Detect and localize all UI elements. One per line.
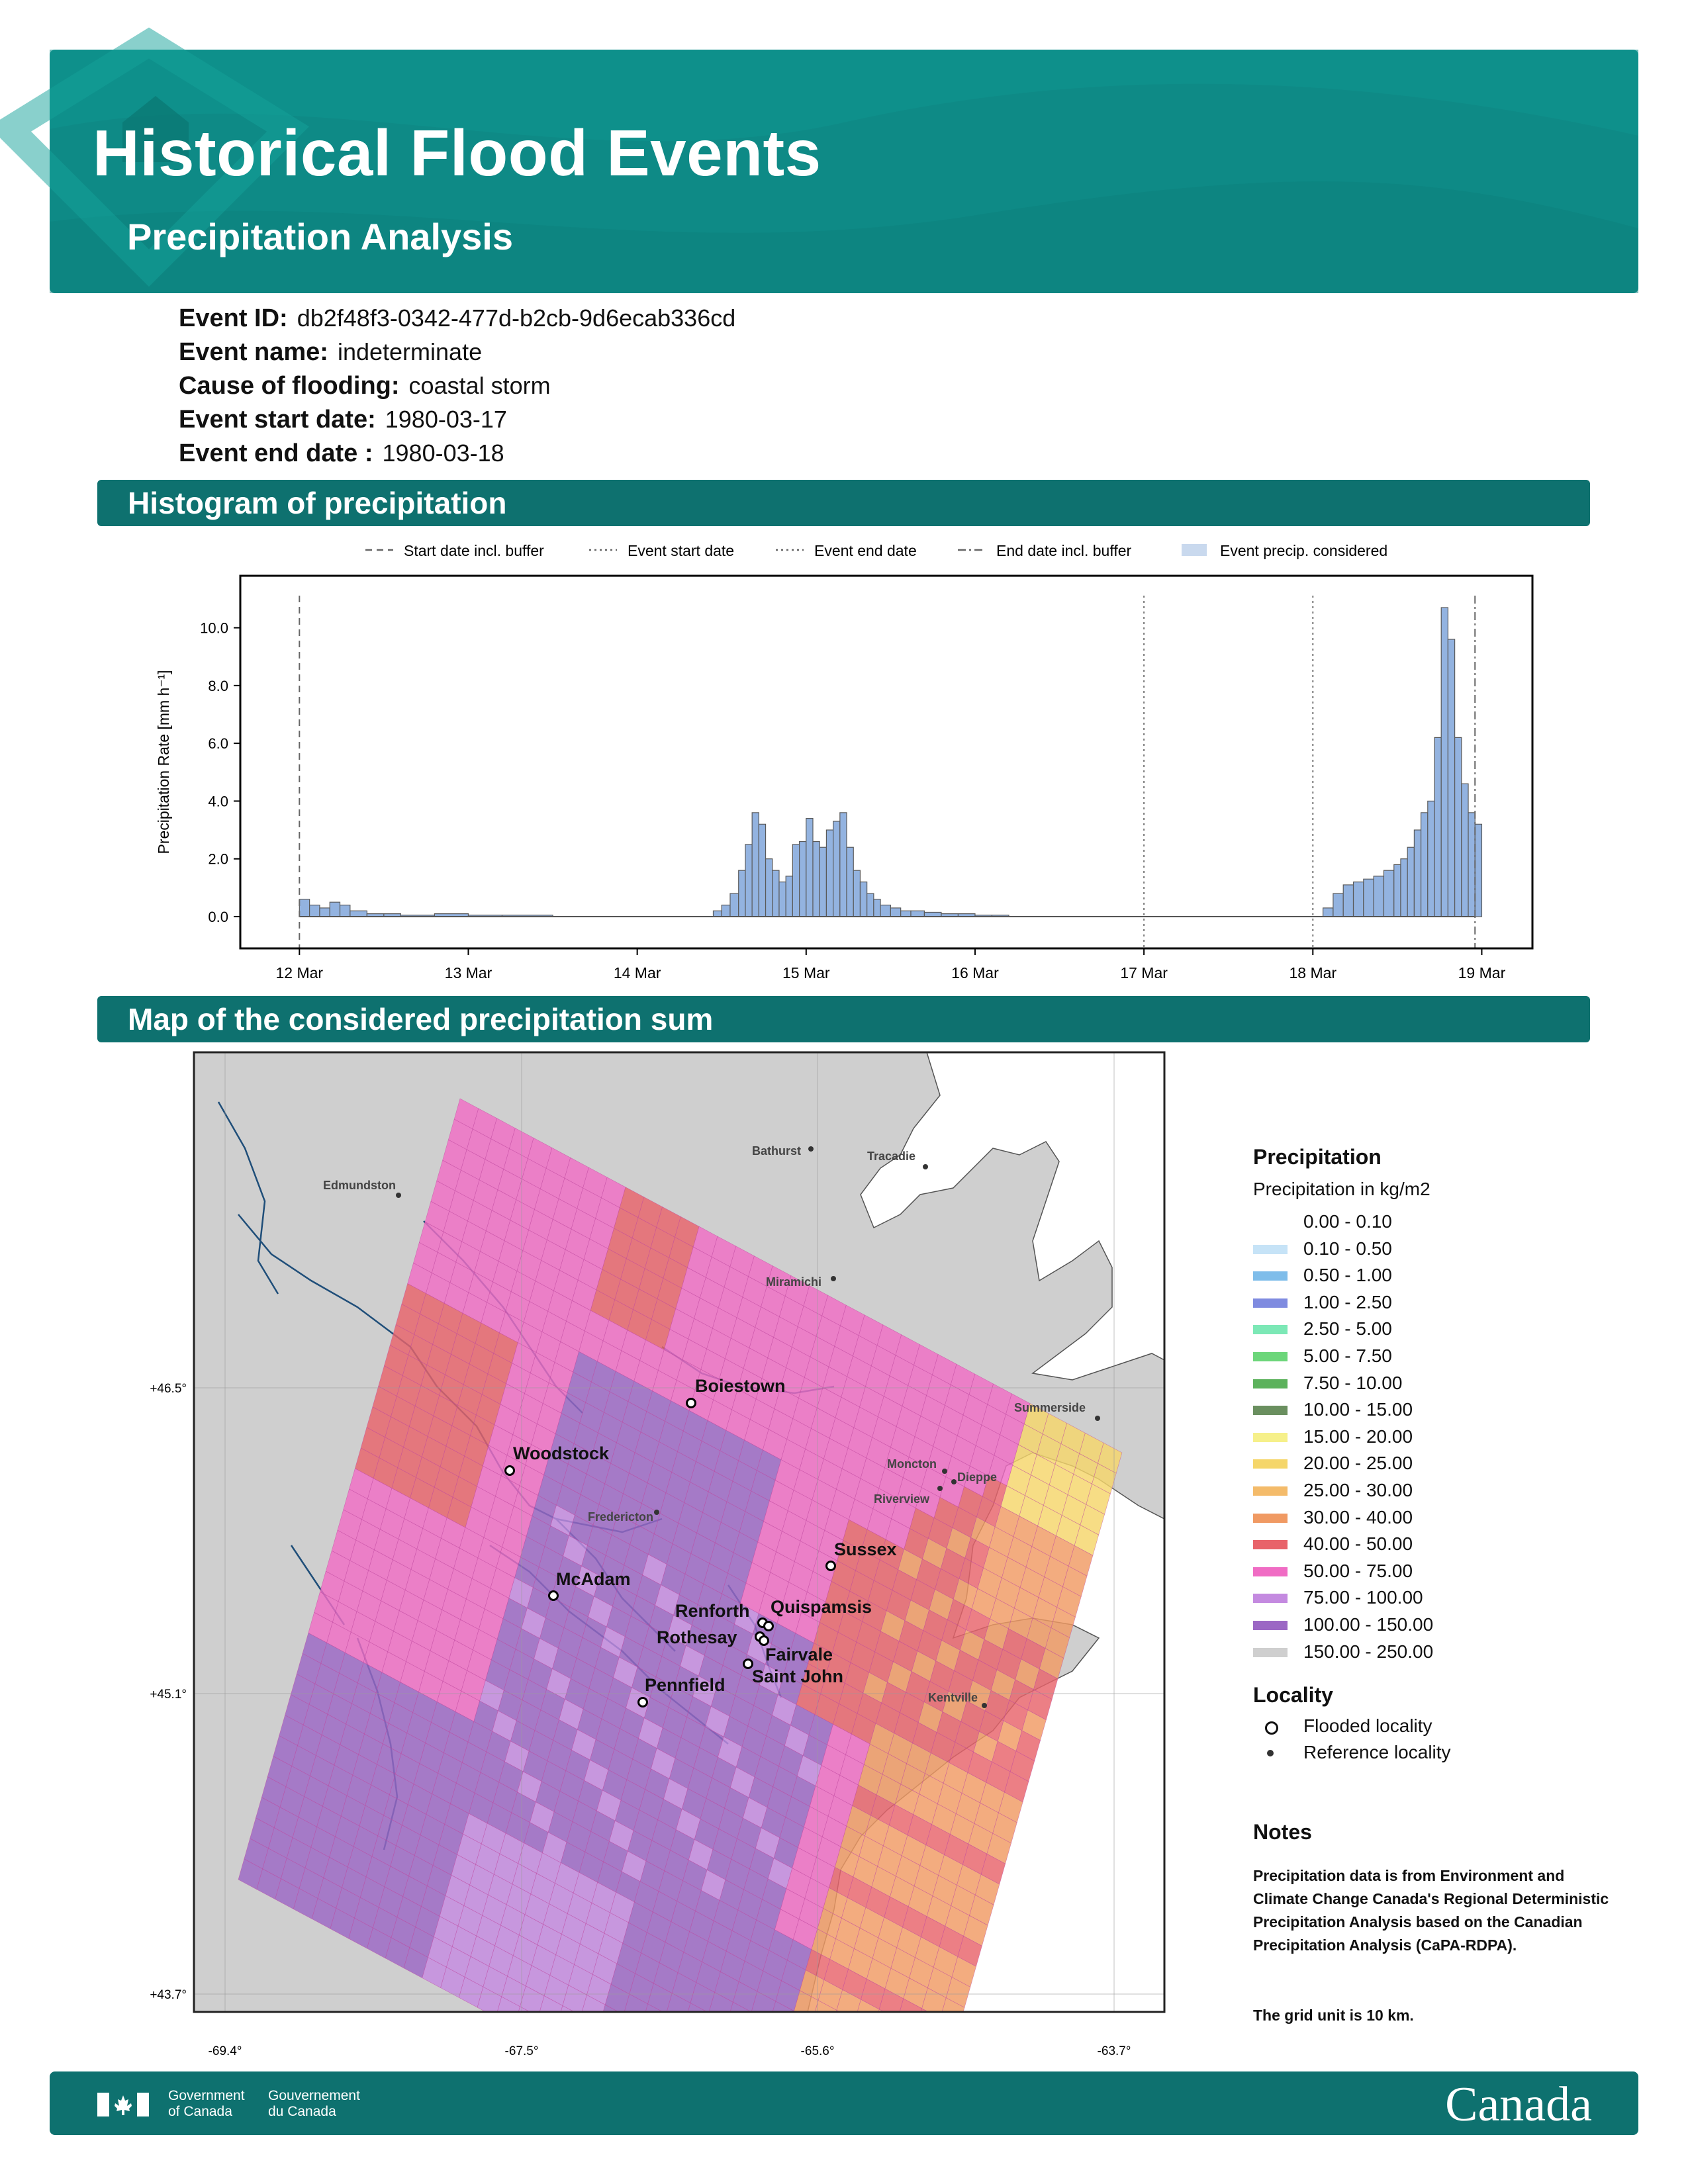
start-date-row <box>179 406 507 434</box>
precipitation-map <box>150 1042 1192 2068</box>
precip-bar <box>1468 813 1475 917</box>
precip-grid-cell <box>618 2015 642 2045</box>
precip-bar <box>1455 737 1462 917</box>
reference-locality-marker <box>654 1510 659 1515</box>
flooded-locality-label: McAdam <box>556 1569 631 1589</box>
legend-color-swatch <box>1253 1298 1288 1308</box>
precip-grid-cell <box>881 2132 906 2162</box>
precip-grid-cell <box>679 2024 703 2054</box>
x-tick-label: 12 Mar <box>275 964 324 981</box>
legend-entry <box>365 542 544 559</box>
legend-class-label: 0.10 - 0.50 <box>1303 1238 1392 1259</box>
precip-grid-cell <box>612 2035 636 2066</box>
precip-grid-cell <box>839 2132 863 2163</box>
precip-grid-cell <box>827 2174 851 2184</box>
precip-bar <box>806 819 813 917</box>
longitude-label: -63.7° <box>1097 2044 1131 2058</box>
flooded-locality-label: Pennfield <box>645 1675 726 1695</box>
precip-bar <box>320 908 330 917</box>
x-tick-label: 13 Mar <box>444 964 492 981</box>
precip-bar <box>340 905 350 917</box>
precip-grid-cell <box>900 2142 924 2172</box>
y-tick-label: 4.0 <box>208 793 228 810</box>
precip-grid-cell <box>745 2012 770 2042</box>
legend-color-swatch <box>1253 1325 1288 1334</box>
flooded-locality-label: Woodstock <box>513 1443 610 1463</box>
precip-bar <box>826 830 833 917</box>
legend-class-label: 150.00 - 250.00 <box>1303 1641 1434 1662</box>
precip-grid-cell <box>796 2134 820 2164</box>
precip-bar <box>739 870 745 917</box>
plot-frame <box>240 576 1532 948</box>
legend-color-swatch <box>1253 1218 1288 1227</box>
flooded-locality-label: Fairvale <box>765 1645 833 1664</box>
precip-bar <box>1401 859 1407 917</box>
precip-grid-cell <box>886 2040 910 2070</box>
legend-entry <box>1182 542 1387 559</box>
precip-grid-cell <box>740 2032 765 2063</box>
reference-locality-marker <box>831 1276 836 1281</box>
locality-legend-title: Locality <box>1253 1683 1333 1707</box>
precip-bar <box>901 911 911 917</box>
flooded-locality-marker <box>687 1399 696 1408</box>
precip-grid-cell <box>636 2025 661 2055</box>
precip-bar <box>1333 893 1343 917</box>
cause-value: coastal storm <box>408 372 551 399</box>
notes-data-source: Precipitation data is from Environment and Climate Change Canada's Regional Deterministic Precipitation Analysis based on the Canadian Precipitation Analysis (CaPA-RDPA). <box>1253 1867 1609 1954</box>
precip-bar <box>779 882 786 917</box>
precip-grid-cell <box>875 2152 900 2183</box>
flooded-locality-marker <box>760 1637 769 1645</box>
histogram-section-title: Histogram of precipitation <box>128 486 507 520</box>
precip-grid-cell <box>575 2015 600 2046</box>
map-section-title: Map of the considered precipitation sum <box>128 1002 714 1036</box>
precip-bar <box>745 844 752 917</box>
precip-bar <box>752 813 759 917</box>
precip-bar <box>840 813 847 917</box>
cause-row <box>179 372 551 400</box>
precip-bar <box>1434 737 1441 917</box>
precip-bar <box>911 911 924 917</box>
legend-entry <box>589 542 734 559</box>
legend-class-label: 0.00 - 0.10 <box>1303 1211 1392 1232</box>
precip-grid-cell <box>703 2013 727 2043</box>
end-date-label: Event end date : <box>179 439 373 467</box>
precip-grid-cell <box>833 2154 857 2184</box>
legend-color-swatch <box>1253 1271 1288 1281</box>
precip-bar <box>1374 876 1383 917</box>
event-name-row <box>179 338 482 367</box>
precip-bar <box>730 893 739 917</box>
legend-color-swatch <box>1253 1486 1288 1496</box>
legend-class-label: 5.00 - 7.50 <box>1303 1345 1392 1366</box>
legend-class-label: 1.00 - 2.50 <box>1303 1291 1392 1312</box>
page-subtitle: Precipitation Analysis <box>127 216 513 257</box>
precip-bar <box>759 824 765 917</box>
flooded-locality-label: Flooded locality <box>1303 1715 1432 1736</box>
precip-bar <box>350 911 367 917</box>
notes-grid-unit: The grid unit is 10 km. <box>1253 2007 1414 2024</box>
y-axis-label: Precipitation Rate [mm h⁻¹] <box>155 670 172 854</box>
precip-grid-cell <box>753 2134 778 2165</box>
end-date-value: 1980-03-18 <box>382 439 504 467</box>
flooded-locality-label: Renforth <box>675 1601 750 1621</box>
legend-class-label: 15.00 - 20.00 <box>1303 1426 1413 1447</box>
reference-locality-label: Bathurst <box>752 1144 802 1158</box>
flooded-locality-marker <box>744 1660 753 1668</box>
flooded-locality-marker <box>506 1467 514 1475</box>
precip-grid-cell <box>910 2029 935 2060</box>
legend-color-swatch <box>1253 1567 1288 1576</box>
precip-bar <box>792 844 799 917</box>
legend-label: Start date incl. buffer <box>404 542 544 559</box>
precip-bar <box>874 899 880 917</box>
precip-grid-cell <box>551 2026 575 2057</box>
legend-color-swatch <box>1253 1245 1288 1254</box>
x-tick-label: 15 Mar <box>782 964 830 981</box>
flooded-locality-marker <box>827 1562 835 1570</box>
precip-grid-cell <box>655 2034 679 2065</box>
precip-bar <box>1383 870 1393 917</box>
precip-bar <box>1414 830 1421 917</box>
end-date-row <box>179 439 504 468</box>
longitude-label: -69.4° <box>208 2044 242 2058</box>
reference-locality-label: Edmundston <box>323 1179 396 1192</box>
flooded-locality-label: Saint John <box>752 1666 844 1686</box>
legend-class-label: 10.00 - 15.00 <box>1303 1399 1413 1420</box>
event-id-label: Event ID: <box>179 304 288 332</box>
reference-locality-label: Miramichi <box>766 1275 822 1289</box>
precip-grid-cell <box>697 2034 722 2064</box>
reference-locality-marker <box>923 1164 928 1169</box>
legend-fill-swatch <box>1182 544 1207 556</box>
precip-bar <box>867 893 874 917</box>
reference-locality-label: Riverview <box>874 1492 930 1506</box>
event-name-value: indeterminate <box>337 338 483 365</box>
flooded-locality-label: Boiestown <box>695 1376 786 1396</box>
legend-class-label: 100.00 - 150.00 <box>1303 1614 1434 1635</box>
legend-color-swatch <box>1253 1540 1288 1549</box>
precip-bar <box>766 859 773 917</box>
page-header <box>50 50 1638 293</box>
gov-en-line-2: of Canada <box>168 2104 232 2119</box>
y-tick-label: 6.0 <box>208 735 228 752</box>
legend-label: Event end date <box>814 542 917 559</box>
legend-color-swatch <box>1253 1433 1288 1442</box>
precip-bar <box>1394 864 1401 917</box>
reference-locality-marker <box>982 1703 987 1708</box>
reference-locality-label: Tracadie <box>867 1150 916 1163</box>
precip-grid-cell <box>857 2142 881 2173</box>
precip-bar <box>847 847 853 917</box>
reference-locality-label: Reference locality <box>1303 1742 1451 1762</box>
precip-grid-cell <box>569 2036 594 2066</box>
precip-bar <box>813 842 820 917</box>
reference-locality-marker <box>942 1469 947 1474</box>
precip-bar <box>299 899 309 917</box>
precip-grid-cell <box>764 2022 788 2052</box>
precip-bar <box>722 905 730 917</box>
precip-grid-cell <box>869 2173 894 2184</box>
reference-locality-symbol <box>1267 1750 1274 1756</box>
notes-title: Notes <box>1253 1820 1312 1844</box>
reference-locality-label: Moncton <box>887 1457 937 1471</box>
precip-bar <box>1448 639 1454 917</box>
reference-locality-marker <box>396 1193 401 1198</box>
precip-grid-cell <box>594 2025 618 2056</box>
legend-color-swatch <box>1253 1648 1288 1657</box>
legend-class-label: 7.50 - 10.00 <box>1303 1372 1403 1393</box>
flooded-locality-marker <box>549 1592 558 1600</box>
reference-locality-marker <box>1095 1416 1100 1421</box>
precip-grid-cell <box>630 2045 655 2075</box>
precip-bar <box>1462 784 1468 917</box>
precip-grid-cell <box>849 2020 874 2050</box>
legend-class-label: 50.00 - 75.00 <box>1303 1560 1413 1581</box>
precip-grid-cell <box>532 2017 557 2047</box>
start-date-value: 1980-03-17 <box>385 406 507 433</box>
precip-bar <box>1343 885 1353 917</box>
x-tick-label: 17 Mar <box>1120 964 1168 981</box>
legend-class-label: 30.00 - 40.00 <box>1303 1506 1413 1527</box>
canada-flag-icon <box>97 2091 150 2118</box>
flooded-locality-marker <box>765 1622 773 1631</box>
legend-label: Event precip. considered <box>1220 542 1388 559</box>
precip-grid-cell <box>758 2042 782 2073</box>
precip-grid-cell <box>661 2014 685 2044</box>
reference-locality-marker <box>951 1479 957 1484</box>
x-tick-label: 16 Mar <box>951 964 999 981</box>
histogram-section-bar <box>97 480 1590 526</box>
precip-grid-cell <box>808 2164 833 2184</box>
precip-grid-cell <box>772 2144 796 2175</box>
precip-bar <box>1428 801 1434 917</box>
legend-subtitle: Precipitation in kg/m2 <box>1253 1179 1430 1199</box>
latitude-label: +45.1° <box>150 1688 187 1702</box>
precip-bar <box>1354 882 1364 917</box>
precip-bar <box>890 908 900 917</box>
precip-bar <box>880 905 890 917</box>
precip-bar <box>1441 608 1448 917</box>
precip-bar <box>1364 879 1374 917</box>
page-title: Historical Flood Events <box>93 116 821 189</box>
x-tick-label: 19 Mar <box>1458 964 1506 981</box>
precip-bar <box>1407 847 1414 917</box>
flooded-locality-symbol <box>1265 1721 1278 1735</box>
precip-bar <box>773 870 779 917</box>
legend-class-label: 20.00 - 25.00 <box>1303 1453 1413 1474</box>
precip-grid-cell <box>788 2011 813 2042</box>
longitude-label: -65.6° <box>800 2044 835 2058</box>
precip-grid-cell <box>873 2009 898 2040</box>
legend-label: Event start date <box>628 542 735 559</box>
precip-grid-cell <box>935 2019 959 2049</box>
precip-bar <box>1475 824 1481 917</box>
precip-grid-cell <box>843 2040 868 2071</box>
legend-entry <box>776 542 917 559</box>
legend-entry <box>958 542 1131 559</box>
start-date-label: Event start date: <box>179 406 376 433</box>
precip-bar <box>820 847 826 917</box>
legend-class-label: 25.00 - 30.00 <box>1303 1480 1413 1500</box>
reference-locality-label: Kentville <box>928 1691 978 1704</box>
precip-bar <box>786 876 792 917</box>
precip-bar <box>853 870 860 917</box>
precipitation-histogram <box>132 533 1556 996</box>
precip-bar <box>800 842 806 917</box>
precip-grid-cell <box>831 2010 855 2040</box>
legend-title: Precipitation <box>1253 1145 1382 1169</box>
precip-grid-cell <box>790 2154 814 2184</box>
precip-grid-cell <box>929 2039 953 2070</box>
flooded-locality-label: Rothesay <box>657 1627 737 1647</box>
legend-class-label: 40.00 - 50.00 <box>1303 1533 1413 1555</box>
precip-grid-cell <box>894 2162 918 2184</box>
precip-grid-cell <box>722 2023 746 2053</box>
y-tick-label: 2.0 <box>208 850 228 868</box>
flooded-locality-marker <box>639 1698 647 1707</box>
flooded-locality-label: Sussex <box>834 1539 897 1559</box>
reference-locality-label: Summerside <box>1014 1401 1086 1414</box>
precip-grid-cell <box>814 2144 839 2174</box>
precip-grid-cell <box>868 2030 892 2060</box>
precip-bar <box>1323 908 1333 917</box>
legend-color-swatch <box>1253 1594 1288 1603</box>
legend-class-label: 2.50 - 5.00 <box>1303 1318 1392 1340</box>
longitude-label: -67.5° <box>504 2044 539 2058</box>
flooded-locality-label: Quispamsis <box>771 1597 872 1617</box>
gov-en-line-1: Government <box>168 2088 245 2103</box>
legend-color-swatch <box>1253 1352 1288 1361</box>
precip-grid-cell <box>892 2019 916 2050</box>
map-section-bar <box>97 996 1590 1042</box>
legend-class-label: 0.50 - 1.00 <box>1303 1265 1392 1286</box>
latitude-label: +46.5° <box>150 1382 187 1396</box>
canada-wordmark: Canada <box>1445 2077 1592 2132</box>
gov-fr-line-2: du Canada <box>268 2104 336 2119</box>
gov-fr-line-1: Gouvernement <box>268 2088 360 2103</box>
legend-label: End date incl. buffer <box>996 542 1132 559</box>
legend-class-label: 75.00 - 100.00 <box>1303 1587 1423 1608</box>
y-tick-label: 10.0 <box>200 619 228 637</box>
precip-bar <box>860 882 867 917</box>
precip-bar <box>310 905 320 917</box>
reference-locality-label: Fredericton <box>588 1510 654 1524</box>
reference-locality-label: Dieppe <box>957 1471 998 1484</box>
reference-locality-marker <box>937 1486 943 1491</box>
reference-locality-marker <box>808 1146 814 1152</box>
precip-bar <box>1421 813 1428 917</box>
precip-bar <box>713 911 722 917</box>
precip-grid-cell <box>716 2043 740 2073</box>
event-id-value: db2f48f3-0342-477d-b2cb-9d6ecab336cd <box>297 304 736 332</box>
page-footer <box>50 2071 1638 2135</box>
precip-grid-cell <box>673 2044 698 2075</box>
x-tick-label: 18 Mar <box>1289 964 1337 981</box>
legend-color-swatch <box>1253 1406 1288 1415</box>
precip-grid-cell <box>851 2163 876 2184</box>
precip-bar <box>330 902 340 917</box>
precip-grid-cell <box>916 2009 941 2039</box>
x-tick-label: 14 Mar <box>613 964 661 981</box>
y-tick-label: 0.0 <box>208 908 228 925</box>
event-name-label: Event name: <box>179 338 328 366</box>
legend-color-swatch <box>1253 1459 1288 1469</box>
cause-label: Cause of flooding: <box>179 372 400 400</box>
legend-color-swatch <box>1253 1379 1288 1388</box>
precip-bar <box>833 821 840 917</box>
y-tick-label: 8.0 <box>208 677 228 694</box>
legend-color-swatch <box>1253 1514 1288 1523</box>
event-id-row <box>179 304 735 333</box>
legend-color-swatch <box>1253 1621 1288 1630</box>
latitude-label: +43.7° <box>150 1988 187 2002</box>
